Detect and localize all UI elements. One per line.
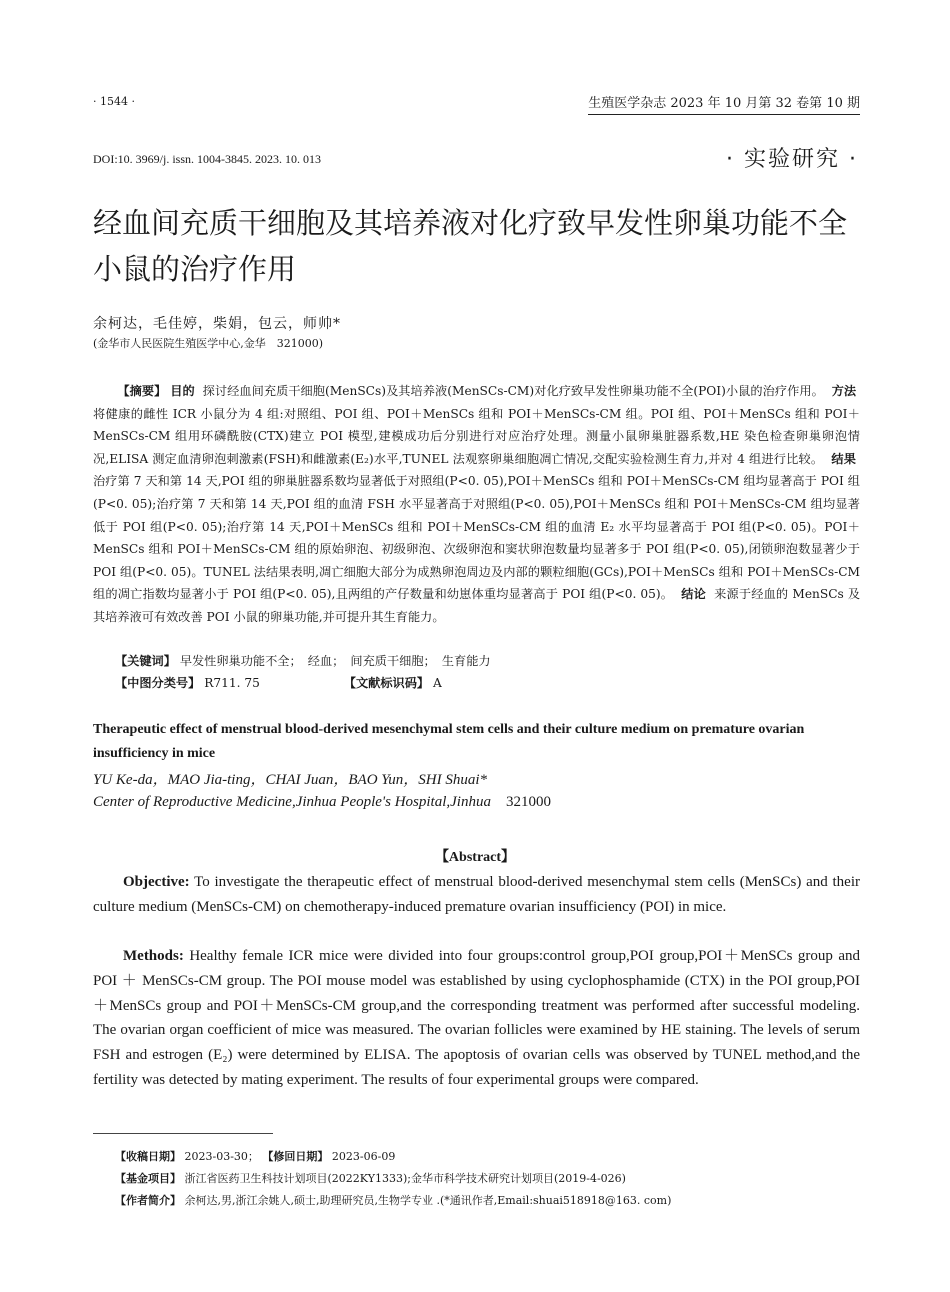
- classification: [93, 672, 882, 695]
- objective-zh: 探讨经血间充质干细胞(MenSCs)及其培养液(MenSCs-CM)对化疗致早发性卵巢功能不全(POI)小鼠的治疗作用。: [202, 384, 824, 398]
- objective-text-en: To investigate the therapeutic effect of menstrual blood-derived mesenchymal stem cells (MenSCs) and their culture medium (MenSCs-CM) on chemotherapy-induced premature ovarian insufficiency (POI) in mice.: [93, 874, 860, 915]
- keywords: [93, 650, 882, 673]
- footnote-divider: [93, 1133, 273, 1134]
- results-zh: 治疗第 7 天和第 14 天,POI 组的卵巢脏器系数均显著低于对照组(P<0. 05),POI＋MenSCs 组和 POI＋MenSCs-CM 组均显著高于 POI 组(P<0. 05);治疗第 7 天和第 14 天,POI 组的血清 FSH 水平显著高于对照组(P<0. 05),POI＋MenSCs 组和 POI＋MenSCs-CM 组均显著低于 POI 组(P<0. 05);治疗第 14 天,POI＋MenSCs 组和 POI＋MenSCs-CM 组的血清 E₂ 水平均显著高于 POI 组(P<0. 05)。POI＋MenSCs 组和 POI＋MenSCs-CM 组的原始卵泡、初级卵泡、次级卵泡和窦状卵泡数量均显著多于 POI 组(P<0. 05),闭锁卵泡数显著少于 POI 组(P<0. 05)。TUNEL 法结果表明,凋亡细胞大部分为成熟卵泡周边及内部的颗粒细胞(GCs),POI＋MenSCs 组和 POI＋MenSCs-CM 组的凋亡指数均显著小于 POI 组(P<0. 05),且两组的产仔数量和幼崽体重均显著高于 POI 组(P<0. 05)。: [93, 474, 860, 602]
- keywords-label: 【关键词】: [115, 654, 176, 668]
- objective-label-zh: 目的: [170, 384, 195, 398]
- author-bio-label: 【作者简介】: [115, 1194, 181, 1207]
- page-number: · 1544 ·: [93, 95, 135, 108]
- received-label: 【收稿日期】: [115, 1150, 181, 1163]
- keywords-value: 早发性卵巢功能不全； 经血； 间充质干细胞； 生育能力: [179, 654, 491, 668]
- objective-en: [93, 870, 860, 920]
- abstract-heading-en: 【Abstract】: [434, 850, 516, 865]
- methods-label-en: Methods:: [123, 948, 184, 964]
- title-zh: 经血间充质干细胞及其培养液对化疗致早发性卵巢功能不全小鼠的治疗作用: [93, 206, 848, 286]
- abstract-label: 【摘要】: [117, 384, 167, 398]
- results-label-zh: 结果: [831, 451, 857, 466]
- revised-label: 【修回日期】: [262, 1150, 329, 1163]
- affiliation-en: [93, 794, 551, 811]
- footnote-fund: [115, 1168, 626, 1190]
- clc-label: 【中图分类号】: [115, 676, 201, 690]
- conclusion-label-zh: 结论: [681, 587, 707, 602]
- methods-label-zh: 方法: [831, 384, 857, 398]
- affiliation-zh: (金华市人民医院生殖医学中心,金华 321000): [93, 337, 324, 350]
- journal-header: 生殖医学杂志 2023 年 10 月第 32 卷第 10 期: [588, 92, 860, 115]
- doi: DOI:10. 3969/j. issn. 1004-3845. 2023. 10. 013: [93, 152, 321, 166]
- authors-zh: 余柯达，毛佳婷，柴娟，包云，师帅*: [93, 316, 341, 332]
- objective-label-en: Objective:: [123, 874, 190, 890]
- title-en: Therapeutic effect of menstrual blood-derived mesenchymal stem cells and their culture medium on premature ovarian insufficiency in mice: [93, 722, 805, 761]
- methods-text-en: Healthy female ICR mice were divided into four groups:control group,POI group,POI＋MenSCs group and POI ＋ MenSCs-CM group. The POI mouse model was established by using cyclophosphamide (CTX) in the POI group,POI＋MenSCs group and POI＋MenSCs-CM group,and the corresponding treatment was performed after successful modeling. The ovarian organ coefficient of mice was measured. The ovarian follicles were examined by HE staining. The levels of serum FSH and estrogen (E₂) were determined by ELISA. The apoptosis of ovarian cells was observed by TUNEL method,and the fertility was detected by mating experiment. The results of four experimental groups were compared.: [93, 948, 861, 1088]
- doc-code-value: A: [432, 676, 442, 690]
- received-date: 2023-03-30；: [184, 1150, 259, 1163]
- fund-label: 【基金项目】: [115, 1172, 181, 1185]
- section-label: · 实验研究 ·: [726, 147, 858, 172]
- conclusion-zh: 来源于经血的 MenSCs 及其培养液可有效改善 POI 小鼠的卵巢功能,并可提升其生育能力。: [93, 587, 861, 624]
- affiliation-en-code: 321000: [505, 794, 551, 810]
- footnote-dates: [115, 1146, 395, 1168]
- methods-zh: 将健康的雌性 ICR 小鼠分为 4 组:对照组、POI 组、POI＋MenSCs 组和 POI＋MenSCs-CM 组。POI 组、POI＋MenSCs 组和 POI＋MenSCs-CM 组用环磷酰胺(CTX)建立 POI 模型,建模成功后分别进行对应治疗处理。测量小鼠卵巢脏器系数,HE 染色检查卵巢卵泡情况,ELISA 测定血清卵泡刺激素(FSH)和雌激素(E₂)水平,TUNEL 法观察卵巢细胞凋亡情况,交配实验检测生育力,并对 4 组进行比较。: [93, 406, 860, 466]
- clc-value: R711. 75: [204, 676, 260, 690]
- fund-text: 浙江省医药卫生科技计划项目(2022KY1333);金华市科学技术研究计划项目(2019-4-026): [184, 1172, 626, 1185]
- affiliation-en-name: Center of Reproductive Medicine,Jinhua People's Hospital,Jinhua: [93, 794, 491, 810]
- author-bio-text: 余柯达,男,浙江余姚人,硕士,助理研究员,生物学专业 .(*通讯作者,Email:shuai518918@163. com): [184, 1194, 672, 1207]
- authors-en: YU Ke-da，MAO Jia-ting，CHAI Juan，BAO Yun，SHI Shuai*: [93, 772, 487, 788]
- doc-code-label: 【文献标识码】: [343, 676, 430, 690]
- abstract-zh: [93, 380, 860, 629]
- revised-date: 2023-06-09: [331, 1150, 396, 1163]
- footnote-author: [115, 1190, 671, 1212]
- methods-en: [93, 944, 860, 1093]
